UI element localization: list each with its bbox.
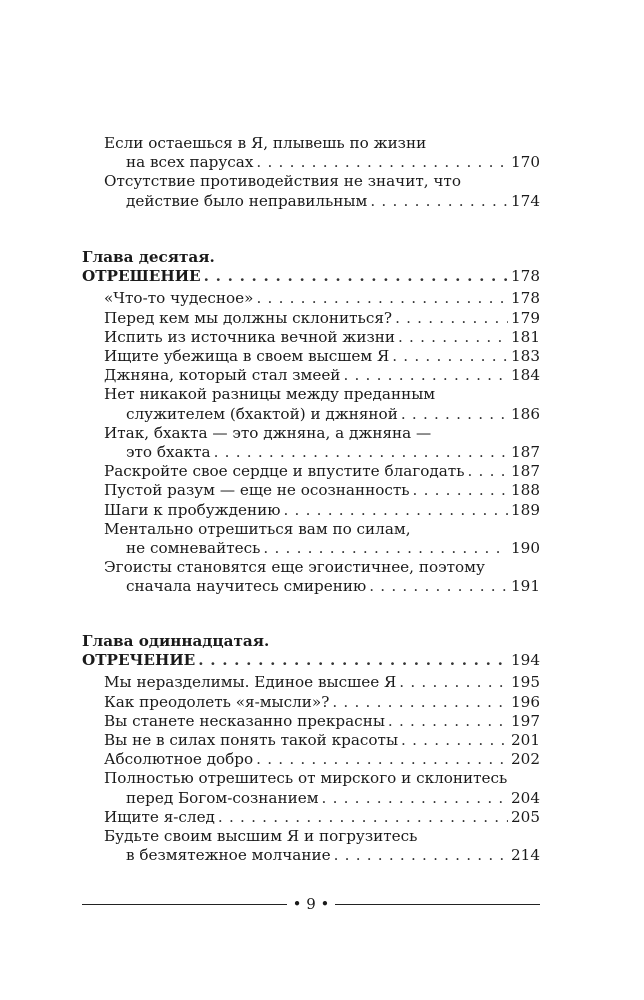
dot-leader bbox=[370, 192, 508, 211]
dot-leader bbox=[399, 673, 508, 692]
toc-entry-line bbox=[104, 347, 540, 366]
footer-rule-left bbox=[82, 904, 287, 905]
toc-entry-text: Как преодолеть «я-мысли»? bbox=[104, 692, 330, 711]
toc-entry bbox=[82, 520, 540, 558]
toc-entry bbox=[82, 134, 540, 172]
toc-page-number: 188 bbox=[511, 481, 540, 500]
toc-entry-text: это бхакта bbox=[126, 443, 211, 462]
toc-entry-text: на всех парусах bbox=[126, 153, 254, 172]
toc-entry-line bbox=[104, 693, 540, 712]
toc-entry-line bbox=[104, 808, 540, 827]
toc-entry bbox=[82, 481, 540, 500]
toc-entry bbox=[82, 750, 540, 769]
dot-leader bbox=[256, 289, 508, 308]
toc-entry-text: Если остаешься в Я, плывешь по жизни bbox=[104, 134, 427, 152]
toc-page-number: 190 bbox=[511, 539, 540, 558]
toc-page-number: 187 bbox=[511, 443, 540, 462]
chapter-heading: ОТРЕШЕНИЕ bbox=[82, 267, 201, 286]
toc-entry-text: Полностью отрешитесь от мирского и склонитесь bbox=[104, 769, 508, 788]
toc-entry-text: Будьте своим высшим Я и погрузитесь bbox=[104, 827, 418, 846]
toc-entry bbox=[82, 366, 540, 385]
toc-entry bbox=[82, 712, 540, 731]
chapter-heading-line bbox=[82, 651, 540, 670]
toc-entry bbox=[82, 693, 540, 712]
toc-entry-line bbox=[104, 192, 540, 211]
toc-entry-line bbox=[104, 366, 540, 385]
dot-leader bbox=[256, 750, 508, 769]
toc-entry bbox=[82, 328, 540, 347]
dot-leader bbox=[204, 267, 508, 286]
toc-entry-text: служителем (бхактой) и джняной bbox=[126, 404, 398, 423]
toc-page-number: 204 bbox=[511, 788, 540, 807]
toc-entry bbox=[82, 172, 540, 210]
toc-entry bbox=[82, 501, 540, 520]
toc-page-number: 178 bbox=[511, 289, 540, 308]
dot-leader bbox=[322, 789, 508, 808]
toc-entry-text: Вы станете несказанно прекрасны bbox=[104, 711, 385, 730]
toc-entry-line bbox=[104, 673, 540, 692]
chapter-entries bbox=[82, 289, 540, 596]
toc-page-number: 189 bbox=[511, 500, 540, 519]
toc-entry-text: Вы не в силах понять такой красоты bbox=[104, 731, 399, 750]
page-number-value: 9 bbox=[306, 895, 316, 913]
toc-entry-text: Итак, бхакта — это джняна, а джняна — bbox=[104, 423, 432, 442]
chapter-page-number: 194 bbox=[511, 651, 540, 670]
page-footer bbox=[82, 894, 540, 914]
toc-entry-text: Ищите я-след bbox=[104, 807, 215, 826]
toc-entry-text: перед Богом-сознанием bbox=[126, 788, 319, 807]
toc-entry bbox=[82, 731, 540, 750]
toc-entry-line bbox=[104, 385, 540, 404]
toc-entry-line bbox=[104, 846, 540, 865]
toc-entry-line bbox=[104, 443, 540, 462]
dot-leader bbox=[413, 481, 508, 500]
dot-leader bbox=[283, 501, 508, 520]
toc-chapter-ten bbox=[82, 248, 540, 597]
toc-page-number: 184 bbox=[511, 366, 540, 385]
footer-rule-right bbox=[335, 904, 540, 905]
toc-page-number: 197 bbox=[511, 711, 540, 730]
toc-entry-text: Раскройте свое сердце и впустите благодать bbox=[104, 462, 465, 481]
toc-page-number: 183 bbox=[511, 347, 540, 366]
toc-entry bbox=[82, 558, 540, 596]
toc-entry-line bbox=[104, 731, 540, 750]
toc-page-number: 186 bbox=[511, 404, 540, 423]
dot-leader bbox=[332, 693, 508, 712]
toc-entry-line bbox=[104, 827, 540, 846]
toc-entry-text: Отсутствие противодействия не значит, что bbox=[104, 172, 461, 191]
toc-entry-text: «Что-то чудесное» bbox=[104, 289, 254, 308]
toc-page-number: 181 bbox=[511, 327, 540, 346]
toc-page-number: 179 bbox=[511, 308, 540, 327]
dot-leader bbox=[401, 405, 508, 424]
toc-entry-text: Пустой разум — еще не осознанность bbox=[104, 481, 410, 500]
toc-entry bbox=[82, 808, 540, 827]
dot-leader bbox=[198, 651, 508, 670]
toc-entry-line bbox=[104, 153, 540, 172]
toc-page-number: 170 bbox=[511, 153, 540, 172]
toc-entry-line bbox=[104, 539, 540, 558]
toc-entry-text: Ментально отрешиться вам по силам, bbox=[104, 519, 411, 538]
toc-entry-text: Мы неразделимы. Единое высшее Я bbox=[104, 673, 397, 692]
chapter-title: Глава десятая. bbox=[82, 248, 215, 266]
dot-leader bbox=[263, 539, 508, 558]
toc-page-number: 201 bbox=[511, 731, 540, 750]
toc-entry-line bbox=[104, 134, 540, 153]
toc-entry-text: Ищите убежища в своем высшем Я bbox=[104, 347, 390, 366]
toc-entry-text: Шаги к пробуждению bbox=[104, 500, 281, 519]
toc-page-number: 205 bbox=[511, 807, 540, 826]
toc-entry-text: сначала научитесь смирению bbox=[126, 577, 367, 596]
toc-entry-line bbox=[104, 328, 540, 347]
dot-leader bbox=[369, 577, 508, 596]
toc-page-number: 187 bbox=[511, 462, 540, 481]
toc-entry-line bbox=[104, 289, 540, 308]
chapter-heading-line bbox=[82, 267, 540, 286]
dot-leader bbox=[256, 153, 508, 172]
toc-entry-line bbox=[104, 558, 540, 577]
toc-entry bbox=[82, 385, 540, 423]
dot-leader bbox=[392, 347, 508, 366]
toc-entry-line bbox=[104, 405, 540, 424]
toc-entry bbox=[82, 347, 540, 366]
toc-entry-line bbox=[104, 481, 540, 500]
toc-entry-line bbox=[104, 712, 540, 731]
dot-leader bbox=[388, 712, 508, 731]
toc-entry bbox=[82, 289, 540, 308]
toc-entry bbox=[82, 827, 540, 865]
dot-leader bbox=[343, 366, 508, 385]
toc-entry-line bbox=[104, 309, 540, 328]
toc-entry-line bbox=[104, 577, 540, 596]
toc-page-number: 214 bbox=[511, 846, 540, 865]
dot-leader bbox=[395, 309, 508, 328]
dot-leader bbox=[467, 462, 508, 481]
toc-entry-text: действие было неправильным bbox=[126, 191, 368, 210]
toc-entry-text: Джняна, который стал змеей bbox=[104, 366, 341, 385]
chapter-page-number: 178 bbox=[511, 267, 540, 286]
toc-entry-line bbox=[104, 769, 540, 788]
dot-leader bbox=[214, 443, 508, 462]
toc-entry bbox=[82, 309, 540, 328]
toc-block-continued bbox=[82, 134, 540, 211]
toc-entry bbox=[82, 673, 540, 692]
toc-entry-text: Абсолютное добро bbox=[104, 750, 254, 769]
chapter-title: Глава одиннадцатая. bbox=[82, 632, 270, 650]
toc-page-number: 202 bbox=[511, 750, 540, 769]
dot-leader bbox=[398, 328, 508, 347]
dot-leader bbox=[334, 846, 508, 865]
dot-leader bbox=[218, 808, 508, 827]
chapter-heading: ОТРЕЧЕНИЕ bbox=[82, 651, 196, 670]
toc-page-number: 195 bbox=[511, 673, 540, 692]
toc-page-number: 174 bbox=[511, 191, 540, 210]
toc-entry-line bbox=[104, 789, 540, 808]
toc-entry-text: Нет никакой разницы между преданным bbox=[104, 385, 436, 404]
dot-leader bbox=[401, 731, 508, 750]
toc-entry-line bbox=[104, 462, 540, 481]
toc-entry-line bbox=[104, 501, 540, 520]
toc-entry-text: в безмятежное молчание bbox=[126, 846, 331, 865]
toc-entry-line bbox=[104, 172, 540, 191]
toc-entry-line bbox=[104, 750, 540, 769]
toc-entry-text: Эгоисты становятся еще эгоистичнее, поэтому bbox=[104, 558, 485, 577]
toc-entry-text: Перед кем мы должны склониться? bbox=[104, 308, 393, 327]
toc-entry bbox=[82, 769, 540, 807]
toc-entry-text: Испить из источника вечной жизни bbox=[104, 327, 395, 346]
toc-entry bbox=[82, 424, 540, 462]
toc-chapter-eleven bbox=[82, 632, 540, 865]
chapter-entries bbox=[82, 673, 540, 865]
page-number: • 9 • bbox=[292, 895, 330, 913]
toc-entry-line bbox=[104, 424, 540, 443]
toc-page-number: 196 bbox=[511, 692, 540, 711]
toc-entry-line bbox=[104, 520, 540, 539]
toc-page-number: 191 bbox=[511, 577, 540, 596]
toc-entry bbox=[82, 462, 540, 481]
toc-entry-text: не сомневайтесь bbox=[126, 539, 261, 558]
